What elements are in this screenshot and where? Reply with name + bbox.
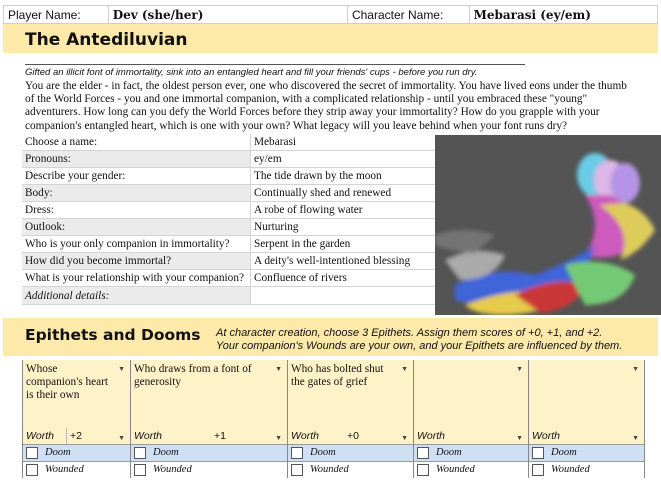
worth-row (529, 428, 644, 444)
wounded-row (131, 461, 287, 478)
doom-checkbox[interactable] (291, 447, 303, 459)
wounded-checkbox[interactable] (291, 464, 303, 476)
epithets-instructions (216, 327, 656, 352)
epithet-column (414, 360, 529, 478)
question-label: Who is your only companion in immortality? (22, 236, 251, 253)
worth-label: Worth (417, 430, 446, 442)
dropdown-arrow-icon[interactable]: ▼ (275, 365, 282, 373)
question-label: Outlook: (22, 219, 251, 236)
doom-checkbox[interactable] (134, 447, 146, 459)
answer-cell[interactable]: ey/em (251, 151, 437, 168)
answer-cell[interactable] (251, 287, 437, 305)
question-label: Dress: (22, 202, 251, 219)
dropdown-arrow-icon[interactable]: ▼ (516, 435, 523, 442)
wounded-label: Wounded (551, 464, 590, 475)
answer-cell[interactable]: Mebarasi (251, 134, 437, 151)
epithet-column (131, 360, 288, 478)
worth-row (414, 428, 528, 444)
character-name-field[interactable]: Mebarasi (ey/em) (473, 7, 591, 22)
worth-row (23, 428, 130, 444)
doom-row (414, 444, 528, 461)
epithet-text: Who draws from a font of generosity (134, 363, 252, 388)
wounded-checkbox[interactable] (417, 464, 429, 476)
wounded-checkbox[interactable] (532, 464, 544, 476)
playbook-intro: You are the elder - in fact, the oldest person ever, one who discovered the secret of immortality. You have lived eons under the thumb of the World Forces - you and one immortal companion, with a complicated relationship - until you embraced these "young" adventurers. How long can you defy the World Forces before they strip away your immortality? How do you grapple with your companion's entangled heart, which is one with your own? What legacy will you leave behind when your font runs dry? (25, 80, 627, 132)
question-label: Additional details: (22, 287, 251, 305)
worth-dropdown[interactable] (344, 428, 413, 444)
question-row (22, 202, 436, 219)
character-name-label: Character Name: (348, 6, 470, 23)
doom-label: Doom (551, 447, 577, 458)
question-label: What is your relationship with your companion? (22, 270, 251, 287)
worth-row (288, 428, 413, 444)
epithet-text: Whose companion's heart is their own (26, 363, 109, 401)
wounded-label: Wounded (45, 464, 84, 475)
worth-value: +2 (70, 430, 82, 442)
question-row (22, 219, 436, 236)
player-name-label: Player Name: (4, 6, 109, 23)
dropdown-arrow-icon[interactable]: ▼ (401, 435, 408, 442)
player-name-field[interactable]: Dev (she/her) (109, 6, 348, 23)
worth-label: Worth (23, 428, 67, 444)
question-label: Pronouns: (22, 151, 251, 168)
dropdown-arrow-icon[interactable]: ▼ (118, 435, 125, 442)
dropdown-arrow-icon[interactable]: ▼ (516, 365, 523, 373)
answer-cell[interactable]: Serpent in the garden (251, 236, 437, 253)
question-row (22, 287, 436, 305)
doom-label: Doom (310, 447, 336, 458)
question-row (22, 185, 436, 202)
epithets-title: Epithets and Dooms (25, 326, 201, 344)
doom-label: Doom (45, 447, 71, 458)
doom-row (23, 444, 130, 461)
question-row (22, 236, 436, 253)
wounded-label: Wounded (153, 464, 192, 475)
answer-cell[interactable]: Nurturing (251, 219, 437, 236)
doom-row (529, 444, 644, 461)
question-row (22, 253, 436, 270)
question-row (22, 270, 436, 287)
worth-value: +0 (347, 430, 359, 442)
question-label: Choose a name: (22, 134, 251, 151)
worth-label: Worth (532, 430, 561, 442)
epithet-dropdown[interactable] (23, 360, 130, 428)
epithets-note-line-2: Your companion's Wounds are your own, and your Epithets are influenced by them. (216, 339, 623, 352)
worth-row (131, 428, 287, 444)
epithets-note-line-1: At character creation, choose 3 Epithets. Assign them scores of +0, +1, and +2. (216, 327, 603, 339)
dropdown-arrow-icon[interactable]: ▼ (632, 365, 639, 373)
epithet-column (529, 360, 645, 478)
epithet-text: Who has bolted shut the gates of grief (291, 363, 384, 388)
wounded-label: Wounded (436, 464, 475, 475)
worth-label: Worth (291, 430, 320, 442)
wounded-row (288, 461, 413, 478)
epithet-dropdown[interactable] (529, 360, 644, 428)
worth-dropdown[interactable] (589, 428, 644, 444)
worth-label: Worth (134, 430, 163, 442)
doom-checkbox[interactable] (417, 447, 429, 459)
doom-label: Doom (436, 447, 462, 458)
wounded-row (414, 461, 528, 478)
epithet-dropdown[interactable] (131, 360, 287, 428)
dropdown-arrow-icon[interactable]: ▼ (118, 365, 125, 373)
dropdown-arrow-icon[interactable]: ▼ (401, 365, 408, 373)
question-label: Body: (22, 185, 251, 202)
portrait-artwork (435, 135, 661, 315)
worth-value: +1 (214, 430, 226, 442)
doom-checkbox[interactable] (26, 447, 38, 459)
wounded-label: Wounded (310, 464, 349, 475)
character-questions-table (22, 134, 436, 305)
answer-cell[interactable]: Continually shed and renewed (251, 185, 437, 202)
dropdown-arrow-icon[interactable]: ▼ (632, 435, 639, 442)
playbook-title: The Antediluvian (25, 30, 188, 50)
wounded-row (23, 461, 130, 478)
character-portrait-image (435, 135, 661, 315)
answer-cell[interactable]: A deity's well-intentioned blessing (251, 253, 437, 270)
question-row (22, 168, 436, 185)
worth-dropdown[interactable] (211, 428, 287, 444)
doom-label: Doom (153, 447, 179, 458)
wounded-checkbox[interactable] (26, 464, 38, 476)
doom-row (288, 444, 413, 461)
worth-dropdown[interactable] (474, 428, 528, 444)
wounded-checkbox[interactable] (134, 464, 146, 476)
question-label: Describe your gender: (22, 168, 251, 185)
epithets-grid (22, 360, 645, 478)
answer-cell[interactable]: The tide drawn by the moon (251, 168, 437, 185)
playbook-tagline: Gifted an illicit font of immortality, sink into an entangled heart and fill your friends' cups - before you run dry. (25, 64, 525, 78)
epithet-column (288, 360, 414, 478)
epithet-dropdown[interactable] (414, 360, 528, 428)
answer-cell[interactable]: Confluence of rivers (251, 270, 437, 287)
epithet-column (23, 360, 131, 478)
dropdown-arrow-icon[interactable]: ▼ (275, 435, 282, 442)
doom-row (131, 444, 287, 461)
doom-checkbox[interactable] (532, 447, 544, 459)
answer-cell[interactable]: A robe of flowing water (251, 202, 437, 219)
character-header-row (3, 5, 658, 24)
question-label: How did you become immortal? (22, 253, 251, 270)
worth-dropdown[interactable] (67, 428, 130, 444)
epithet-dropdown[interactable] (288, 360, 413, 428)
question-row (22, 134, 436, 151)
question-row (22, 151, 436, 168)
wounded-row (529, 461, 644, 478)
